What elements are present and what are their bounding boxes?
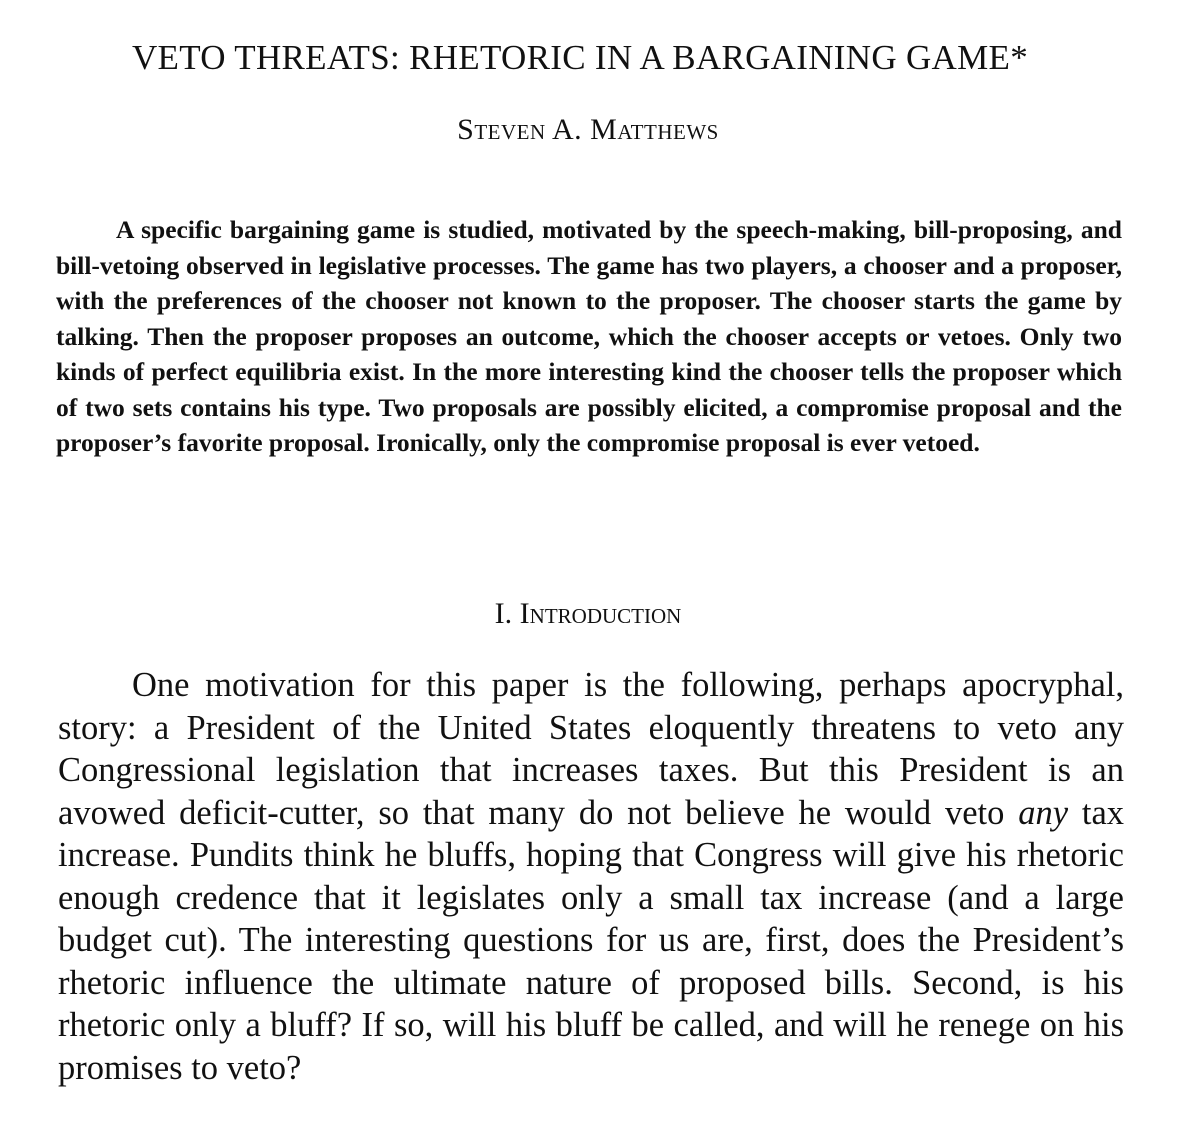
section-heading: I. Introduction — [494, 597, 682, 630]
abstract: A specific bargaining game is studied, motivated by the speech-making, bill-proposing, and bill-vetoing observed in legislative processes. The game has two players, a chooser and a proposer, with the preferences of the chooser not known to the proposer. The chooser starts the game by talking. Then the proposer proposes an outcome, which the chooser accepts or vetoes. Only two kinds of perfect equilibria exist. In the more interesting kind the chooser tells the proposer which of two sets contains his type. Two proposals are possibly elicited, a compromise proposal and the proposer’s favorite proposal. Ironically, only the compromise proposal is ever vetoed. — [56, 215, 1122, 457]
intro-text-part-1: One motivation for this paper is the following, perhaps apocryphal, story: a President of the United States eloquently threatens to veto any Congressional legislation that increases taxes. But this President is an avowed deficit-cutter, so that many do not believe he would veto — [58, 666, 1124, 832]
intro-emphasis: any — [1018, 793, 1069, 832]
paper-title: VETO THREATS: RHETORIC IN A BARGAINING GAME* — [131, 38, 1028, 77]
intro-paragraph — [58, 664, 1124, 1089]
intro-text-part-2: tax increase. Pundits think he bluffs, hoping that Congress will give his rhetoric enough credence that it legislates only a small tax increase (and a large budget cut). The interesting questions for us are, first, does the President’s rhetoric influence the ultimate nature of proposed bills. Second, is his rhetoric only a bluff? If so, will his bluff be called, and will he renege on his promises to veto? — [58, 793, 1125, 1087]
author-name: Steven A. Matthews — [457, 113, 719, 146]
